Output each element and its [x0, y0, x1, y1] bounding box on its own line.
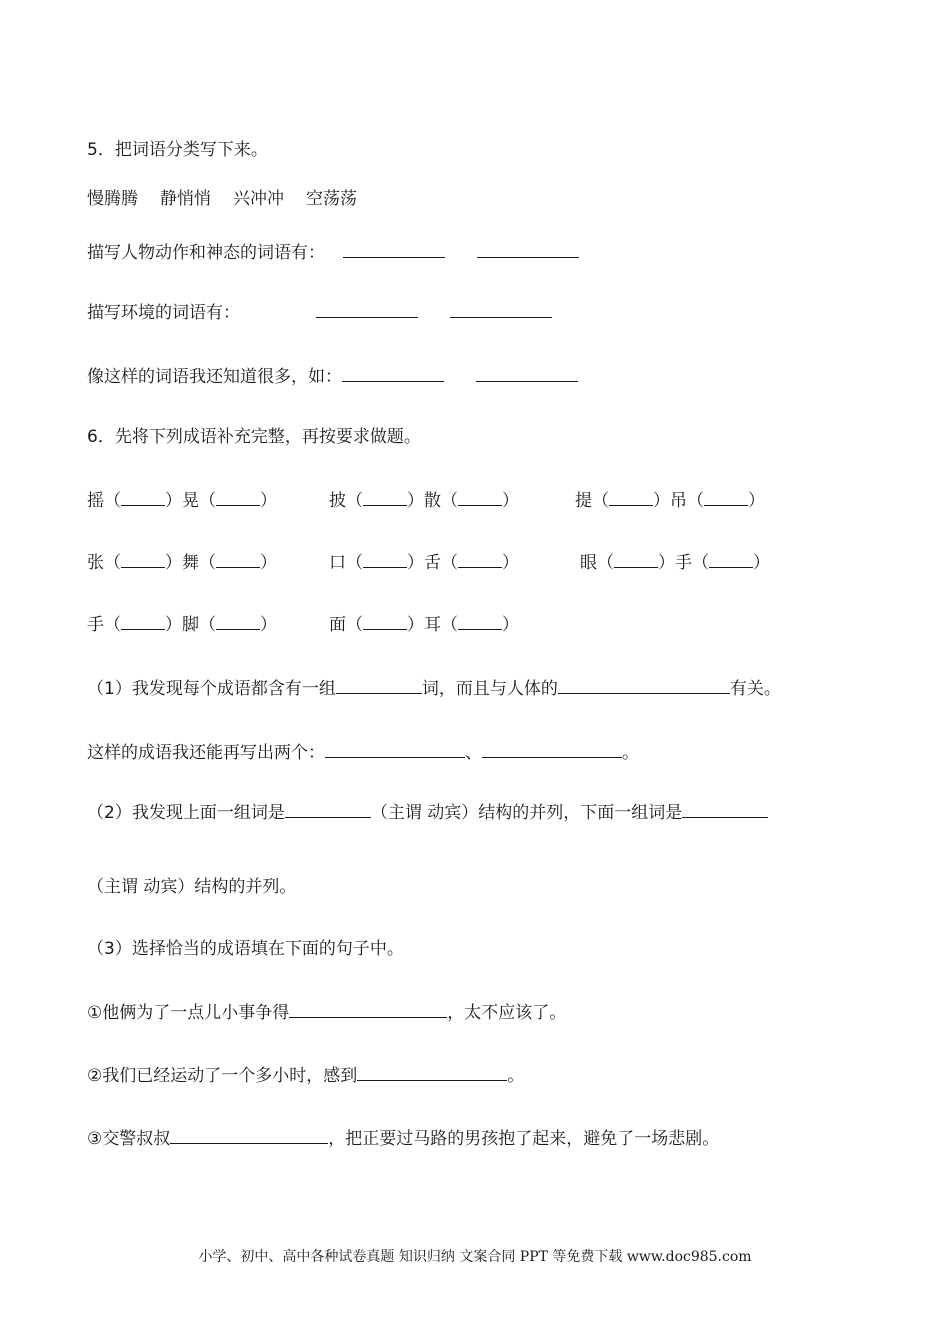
q6-sentence-3: ③交警叔叔 ，把正要过马路的男孩抱了起来，避免了一场悲剧。 [87, 1126, 719, 1151]
idiom-blank[interactable] [121, 488, 165, 506]
answer-blank[interactable] [170, 1126, 328, 1144]
page-footer: 小学、初中、高中各种试卷真题 知识归纳 文案合同 PPT 等免费下载 www.doc985.com [198, 1249, 752, 1265]
answer-blank[interactable] [325, 740, 465, 758]
q5-line-environment [87, 300, 552, 325]
idiom-blank[interactable] [216, 550, 260, 568]
answer-blank[interactable] [476, 364, 578, 382]
idiom-blank[interactable] [709, 550, 753, 568]
idiom-blank[interactable] [458, 612, 502, 630]
answer-blank[interactable] [336, 676, 422, 694]
line-label: 像这样的词语我还知道很多，如： [87, 367, 342, 387]
answer-blank[interactable] [357, 1063, 507, 1081]
answer-blank[interactable] [482, 740, 622, 758]
answer-blank[interactable] [343, 240, 445, 258]
word-item: 慢腾腾 [87, 189, 138, 209]
answer-blank[interactable] [342, 364, 444, 382]
idiom-item: 提（ ）吊（ ） [575, 488, 765, 513]
idiom-item: 口（ ）舌（ ） [329, 550, 519, 575]
answer-blank[interactable] [682, 800, 768, 818]
q6-part3-title: （3）选择恰当的成语填在下面的句子中。 [87, 939, 404, 959]
q6-title: 6．先将下列成语补充完整，再按要求做题。 [87, 427, 421, 447]
idiom-item: 手（ ）脚（ ） [87, 612, 277, 637]
idiom-blank[interactable] [458, 488, 502, 506]
word-item: 空荡荡 [306, 189, 357, 209]
idiom-blank[interactable] [216, 612, 260, 630]
q6-part2: （2）我发现上面一组词是 （主谓 动宾）结构的并列，下面一组词是 [87, 800, 768, 825]
line-label: 描写人物动作和神态的词语有： [87, 243, 325, 263]
idiom-blank[interactable] [363, 550, 407, 568]
idiom-item: 面（ ）耳（ ） [329, 612, 519, 637]
idiom-item: 眼（ ）手（ ） [580, 550, 770, 575]
word-item: 兴冲冲 [233, 189, 284, 209]
answer-blank[interactable] [558, 676, 730, 694]
word-item: 静悄悄 [160, 189, 211, 209]
q6-sentence-2: ②我们已经运动了一个多小时，感到 。 [87, 1063, 524, 1088]
answer-blank[interactable] [316, 300, 418, 318]
idiom-blank[interactable] [121, 550, 165, 568]
q6-part1: （1）我发现每个成语都含有一组 词，而且与人体的 有关。 [87, 676, 781, 701]
idiom-blank[interactable] [458, 550, 502, 568]
q5-line-people [87, 240, 579, 265]
q5-word-list [87, 187, 357, 211]
q5-title: 5．把词语分类写下来。 [87, 140, 268, 160]
answer-blank[interactable] [450, 300, 552, 318]
idiom-blank[interactable] [121, 612, 165, 630]
q6-part2-cont: （主谓 动宾）结构的并列。 [87, 877, 297, 897]
q6-part1-more: 这样的成语我还能再写出两个： 、 。 [87, 740, 639, 765]
idiom-blank[interactable] [363, 612, 407, 630]
idiom-item: 披（ ）散（ ） [329, 488, 519, 513]
idiom-blank[interactable] [614, 550, 658, 568]
q6-sentence-1: ①他俩为了一点儿小事争得 ，太不应该了。 [87, 1000, 566, 1025]
idiom-item: 摇（ ）晃（ ） [87, 488, 277, 513]
idiom-blank[interactable] [609, 488, 653, 506]
answer-blank[interactable] [285, 800, 371, 818]
idiom-blank[interactable] [704, 488, 748, 506]
idiom-item: 张（ ）舞（ ） [87, 550, 277, 575]
idiom-blank[interactable] [363, 488, 407, 506]
line-label: 描写环境的词语有： [87, 303, 240, 323]
answer-blank[interactable] [289, 1000, 447, 1018]
answer-blank[interactable] [477, 240, 579, 258]
q5-line-more [87, 364, 578, 389]
idiom-blank[interactable] [216, 488, 260, 506]
